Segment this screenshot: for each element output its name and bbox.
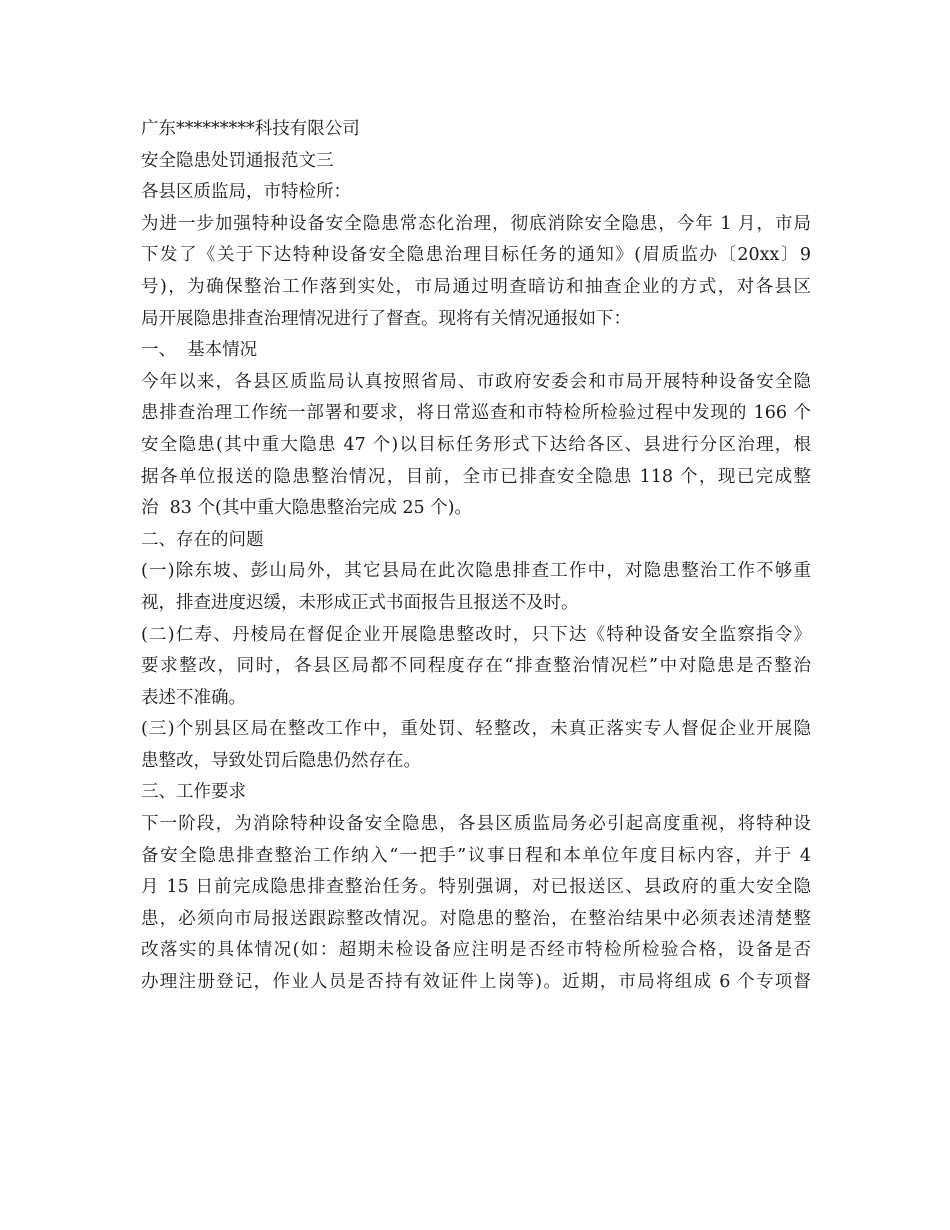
- section-heading: 一、 基本情况: [141, 340, 258, 361]
- text-line: 视，排查进度迟缓，未形成正式书面报告且报送不及时。: [141, 592, 579, 613]
- section-heading: 三、工作要求: [141, 782, 246, 803]
- text-line: 下发了《关于下达特种设备安全隐患治理目标任务的通知》(眉质监办〔20xx〕9: [141, 245, 811, 266]
- text-line: 号)，为确保整治工作落到实处，市局通过明查暗访和抽查企业的方式，对各县区: [141, 276, 811, 297]
- text-line: 据各单位报送的隐患整治情况，目前，全市已排查安全隐患 118 个，现已完成整: [141, 466, 811, 487]
- text-line: (二)仁寿、丹棱局在督促企业开展隐患整改时，只下达《特种设备安全监察指令》: [141, 624, 811, 645]
- salutation: 各县区质监局，市特检所：: [141, 182, 351, 203]
- text-line: 患整改，导致处罚后隐患仍然存在。: [141, 750, 421, 771]
- text-line: 表述不准确。: [141, 687, 246, 708]
- text-line: 办理注册登记，作业人员是否持有效证件上岗等)。近期，市局将组成 6 个专项督: [141, 972, 811, 993]
- company-name: 广东*********科技有限公司: [141, 119, 360, 139]
- section-heading: 二、存在的问题: [141, 529, 264, 550]
- document-title: 安全隐患处罚通报范文三: [141, 150, 334, 171]
- text-line: 今年以来，各县区质监局认真按照省局、市政府安委会和市局开展特种设备安全隐: [141, 371, 811, 392]
- document-body: [141, 114, 811, 999]
- text-line: 下一阶段，为消除特种设备安全隐患，各县区质监局务必引起高度重视，将特种设: [141, 814, 811, 835]
- text-line: 患，必须向市局报送跟踪整改情况。对隐患的整治，在整治结果中必须表述清楚整: [141, 908, 811, 929]
- text-line: (三)个别县区局在整改工作中，重处罚、轻整改，未真正落实专人督促企业开展隐: [141, 719, 811, 740]
- text-line: 改落实的具体情况(如：超期未检设备应注明是否经市特检所检验合格，设备是否: [141, 940, 811, 961]
- text-line: 局开展隐患排查治理情况进行了督查。现将有关情况通报如下：: [141, 308, 631, 329]
- text-line: 要求整改，同时，各县区局都不同程度存在“排查整治情况栏”中对隐患是否整治: [141, 656, 811, 677]
- text-line: 月 15 日前完成隐患排查整治任务。特别强调，对已报送区、县政府的重大安全隐: [141, 877, 811, 898]
- text-line: 备安全隐患排查整治工作纳入“一把手”议事日程和本单位年度目标内容，并于 4: [141, 845, 811, 866]
- text-line: 安全隐患(其中重大隐患 47 个)以目标任务形式下达给各区、县进行分区治理，根: [141, 434, 811, 455]
- text-line: 为进一步加强特种设备安全隐患常态化治理，彻底消除安全隐患，今年 1 月，市局: [141, 213, 811, 234]
- text-line: 治 83 个(其中重大隐患整治完成 25 个)。: [141, 498, 473, 519]
- text-line: 患排查治理工作统一部署和要求，将日常巡查和市特检所检验过程中发现的 166 个: [141, 403, 811, 424]
- text-line: (一)除东坡、彭山局外，其它县局在此次隐患排查工作中，对隐患整治工作不够重: [141, 561, 811, 582]
